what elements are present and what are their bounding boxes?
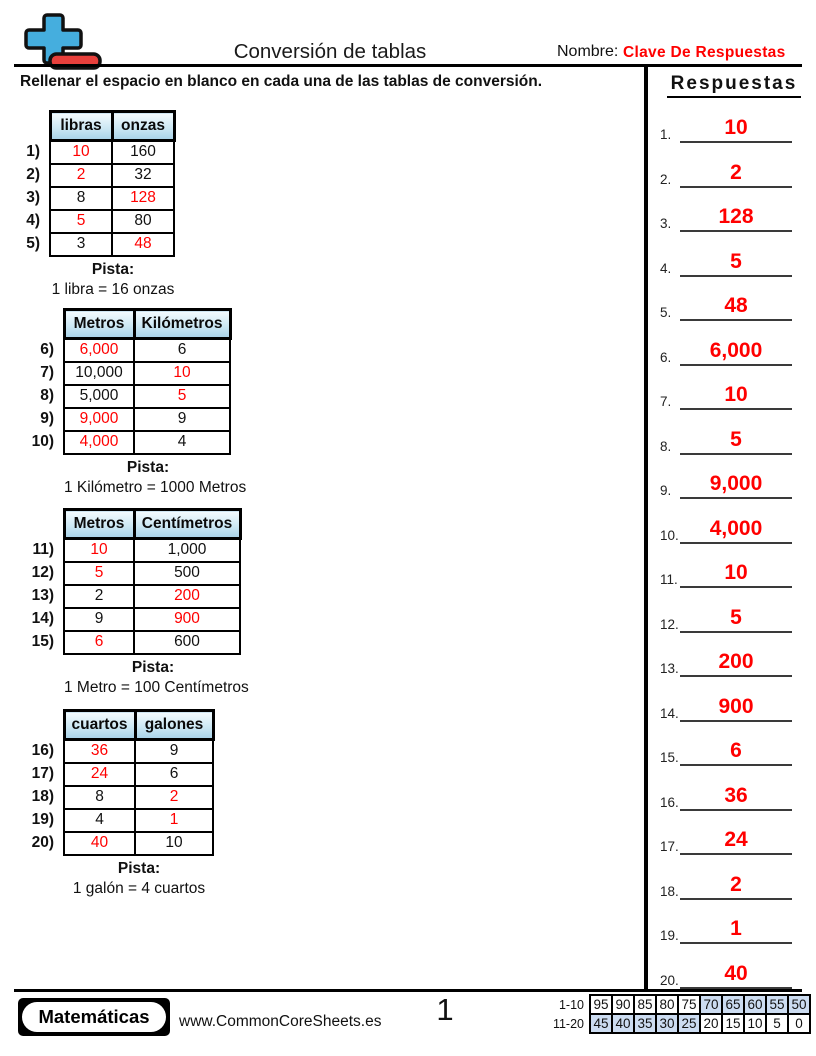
score-cell: 45 <box>590 1014 612 1033</box>
column-header: Metros <box>64 510 134 539</box>
answer-number: 19. <box>660 928 679 943</box>
value-cell: 10 <box>50 141 112 164</box>
conversion-table <box>8 110 176 257</box>
answer-value: 5 <box>680 427 792 455</box>
answer-number: 12. <box>660 617 679 632</box>
row-number: 10) <box>31 433 54 450</box>
hint-block <box>64 658 249 697</box>
answer-value: 128 <box>680 204 792 232</box>
score-cell: 10 <box>744 1014 766 1033</box>
value-cell: 5 <box>50 210 112 233</box>
table-header-row <box>8 711 213 740</box>
value-cell: 40 <box>64 832 135 855</box>
table-header-row <box>8 510 240 539</box>
value-cell: 4,000 <box>64 431 134 454</box>
answer-item <box>652 425 816 455</box>
answer-value: 1 <box>680 916 792 944</box>
answer-number: 10. <box>660 528 679 543</box>
answer-number: 20. <box>660 973 679 988</box>
answer-value: 4,000 <box>680 516 792 544</box>
score-cell: 30 <box>656 1014 678 1033</box>
brand-name: Matemáticas <box>22 1002 166 1032</box>
column-header: libras <box>50 112 112 141</box>
answer-item <box>652 914 816 944</box>
row-number: 2) <box>26 166 40 183</box>
score-cell: 85 <box>634 995 656 1014</box>
answer-number: 5. <box>660 305 672 320</box>
conversion-table <box>8 308 232 455</box>
answer-item <box>652 336 816 366</box>
row-number: 18) <box>31 788 54 805</box>
table-row <box>8 408 230 431</box>
answer-value: 5 <box>680 249 792 277</box>
table-row <box>8 141 174 164</box>
hint-block <box>50 261 176 299</box>
answer-item <box>652 781 816 811</box>
table-row <box>8 431 230 454</box>
score-cell: 20 <box>700 1014 722 1033</box>
value-cell: 900 <box>134 608 240 631</box>
hint-label: Pista: <box>117 859 161 877</box>
answer-value: 10 <box>680 382 792 410</box>
answer-number: 13. <box>660 661 679 676</box>
value-cell: 4 <box>64 809 135 832</box>
column-header: Metros <box>64 310 134 339</box>
value-cell: 80 <box>112 210 174 233</box>
table-row <box>8 362 230 385</box>
row-number: 6) <box>40 341 54 358</box>
table-row <box>8 187 174 210</box>
answer-number: 8. <box>660 439 672 454</box>
value-cell: 8 <box>64 786 135 809</box>
website-url: www.CommonCoreSheets.es <box>179 1013 382 1030</box>
answer-item <box>652 603 816 633</box>
conversion-table <box>8 709 215 856</box>
table-row <box>8 210 174 233</box>
answer-item <box>652 469 816 499</box>
value-cell: 6 <box>135 763 213 786</box>
score-cell: 25 <box>678 1014 700 1033</box>
row-number: 20) <box>31 834 54 851</box>
value-cell: 6 <box>64 631 134 654</box>
column-header: onzas <box>112 112 174 141</box>
value-cell: 5,000 <box>64 385 134 408</box>
answer-value: 6,000 <box>680 338 792 366</box>
answer-number: 16. <box>660 795 679 810</box>
answer-value: 40 <box>680 961 792 989</box>
hint-text: 1 Kilómetro = 1000 Metros <box>64 478 247 496</box>
score-row-label: 11-20 <box>552 1016 584 1031</box>
answer-item <box>652 291 816 321</box>
column-header: Centímetros <box>134 510 240 539</box>
value-cell: 10 <box>134 362 230 385</box>
answer-value: 6 <box>680 738 792 766</box>
score-row <box>548 995 810 1014</box>
value-cell: 1,000 <box>134 539 240 562</box>
answer-item <box>652 870 816 900</box>
value-cell: 500 <box>134 562 240 585</box>
hint-block <box>64 860 214 898</box>
answer-number: 17. <box>660 839 679 854</box>
score-cell: 75 <box>678 995 700 1014</box>
answer-number: 11. <box>660 572 678 587</box>
answer-item <box>652 647 816 677</box>
score-cell: 40 <box>612 1014 634 1033</box>
hint-label: Pista: <box>126 458 170 476</box>
value-cell: 9 <box>135 740 213 763</box>
answer-number: 7. <box>660 394 672 409</box>
value-cell: 36 <box>64 740 135 763</box>
score-cell: 90 <box>612 995 634 1014</box>
answer-value: 5 <box>680 605 792 633</box>
table-row <box>8 809 213 832</box>
row-number: 3) <box>26 189 40 206</box>
table-row <box>8 562 240 585</box>
value-cell: 8 <box>50 187 112 210</box>
score-cell: 35 <box>634 1014 656 1033</box>
answer-item <box>652 247 816 277</box>
answer-item <box>652 514 816 544</box>
table-row <box>8 631 240 654</box>
row-number: 4) <box>26 212 40 229</box>
row-number: 16) <box>31 742 54 759</box>
value-cell: 600 <box>134 631 240 654</box>
score-grid <box>548 994 811 1034</box>
answer-number: 1. <box>660 127 672 142</box>
score-cell: 65 <box>722 995 744 1014</box>
value-cell: 9 <box>64 608 134 631</box>
name-label: Nombre: <box>557 43 619 60</box>
score-cell: 50 <box>788 995 810 1014</box>
value-cell: 10,000 <box>64 362 134 385</box>
answer-value: 10 <box>680 115 792 143</box>
conversion-table <box>8 508 242 655</box>
row-number: 7) <box>40 364 54 381</box>
answers-title: Respuestas <box>667 73 802 98</box>
table-row <box>8 786 213 809</box>
value-cell: 3 <box>50 233 112 256</box>
conversion-table-block-4 <box>8 709 215 898</box>
answer-value: 900 <box>680 694 792 722</box>
row-number: 19) <box>31 811 54 828</box>
score-cell: 60 <box>744 995 766 1014</box>
answer-item <box>652 380 816 410</box>
table-row <box>8 832 213 855</box>
row-number: 14) <box>31 610 54 627</box>
answer-item <box>652 202 816 232</box>
answer-item <box>652 959 816 989</box>
answers-panel <box>652 0 816 1056</box>
table-row <box>8 339 230 362</box>
answer-value: 10 <box>680 560 792 588</box>
value-cell: 10 <box>64 539 134 562</box>
answer-item <box>652 825 816 855</box>
answer-number: 4. <box>660 261 672 276</box>
table-row <box>8 233 174 256</box>
hint-block <box>64 458 247 497</box>
value-cell: 128 <box>112 187 174 210</box>
vertical-divider <box>644 66 648 990</box>
table-row <box>8 608 240 631</box>
hint-text: 1 libra = 16 onzas <box>51 280 175 298</box>
conversion-table-block-2 <box>8 308 247 497</box>
value-cell: 2 <box>50 164 112 187</box>
brand-logo <box>18 998 170 1036</box>
answer-value: 2 <box>680 160 792 188</box>
instruction-text: Rellenar el espacio en blanco en cada una de las tablas de conversión. <box>20 73 543 90</box>
answer-number: 14. <box>660 706 679 721</box>
page-number: 1 <box>436 992 454 1027</box>
table-header-row <box>8 310 230 339</box>
value-cell: 6,000 <box>64 339 134 362</box>
column-header: cuartos <box>64 711 135 740</box>
score-row-label: 1-10 <box>558 997 584 1012</box>
value-cell: 1 <box>135 809 213 832</box>
hint-label: Pista: <box>131 658 175 676</box>
row-number: 12) <box>31 564 54 581</box>
row-number: 1) <box>26 143 40 160</box>
answer-number: 2. <box>660 172 672 187</box>
value-cell: 2 <box>135 786 213 809</box>
answer-number: 18. <box>660 884 679 899</box>
score-cell: 15 <box>722 1014 744 1033</box>
hint-text: 1 galón = 4 cuartos <box>72 879 206 897</box>
row-number: 5) <box>26 235 40 252</box>
value-cell: 160 <box>112 141 174 164</box>
value-cell: 4 <box>134 431 230 454</box>
page-title: Conversión de tablas <box>233 40 427 63</box>
value-cell: 48 <box>112 233 174 256</box>
plus-minus-icon <box>16 12 104 70</box>
column-header: galones <box>135 711 213 740</box>
table-row <box>8 763 213 786</box>
row-number: 9) <box>40 410 54 427</box>
answer-item <box>652 558 816 588</box>
name-value-answer-key: Clave De Respuestas <box>623 44 786 61</box>
conversion-table-block-3 <box>8 508 249 697</box>
score-cell: 0 <box>788 1014 810 1033</box>
value-cell: 6 <box>134 339 230 362</box>
answer-value: 36 <box>680 783 792 811</box>
table-row <box>8 585 240 608</box>
hint-label: Pista: <box>91 260 135 278</box>
value-cell: 9,000 <box>64 408 134 431</box>
answer-number: 15. <box>660 750 679 765</box>
score-cell: 70 <box>700 995 722 1014</box>
answer-value: 2 <box>680 872 792 900</box>
answer-value: 200 <box>680 649 792 677</box>
table-row <box>8 740 213 763</box>
answer-value: 24 <box>680 827 792 855</box>
row-number: 8) <box>40 387 54 404</box>
hint-text: 1 Metro = 100 Centímetros <box>64 678 249 696</box>
conversion-table-block-1 <box>8 110 176 299</box>
table-row <box>8 385 230 408</box>
value-cell: 9 <box>134 408 230 431</box>
answer-value: 48 <box>680 293 792 321</box>
table-row <box>8 164 174 187</box>
answer-number: 9. <box>660 483 672 498</box>
answer-value: 9,000 <box>680 471 792 499</box>
score-row <box>548 1014 810 1033</box>
row-number: 17) <box>31 765 54 782</box>
score-cell: 80 <box>656 995 678 1014</box>
row-number: 11) <box>32 541 54 558</box>
value-cell: 200 <box>134 585 240 608</box>
value-cell: 2 <box>64 585 134 608</box>
value-cell: 10 <box>135 832 213 855</box>
table-row <box>8 539 240 562</box>
answer-number: 6. <box>660 350 672 365</box>
score-cell: 55 <box>766 995 788 1014</box>
row-number: 15) <box>31 633 54 650</box>
score-cell: 95 <box>590 995 612 1014</box>
answer-item <box>652 692 816 722</box>
value-cell: 32 <box>112 164 174 187</box>
column-header: Kilómetros <box>134 310 230 339</box>
answer-number: 3. <box>660 216 672 231</box>
answer-item <box>652 113 816 143</box>
score-cell: 5 <box>766 1014 788 1033</box>
value-cell: 24 <box>64 763 135 786</box>
table-header-row <box>8 112 174 141</box>
answer-item <box>652 736 816 766</box>
value-cell: 5 <box>64 562 134 585</box>
value-cell: 5 <box>134 385 230 408</box>
row-number: 13) <box>31 587 54 604</box>
answer-item <box>652 158 816 188</box>
